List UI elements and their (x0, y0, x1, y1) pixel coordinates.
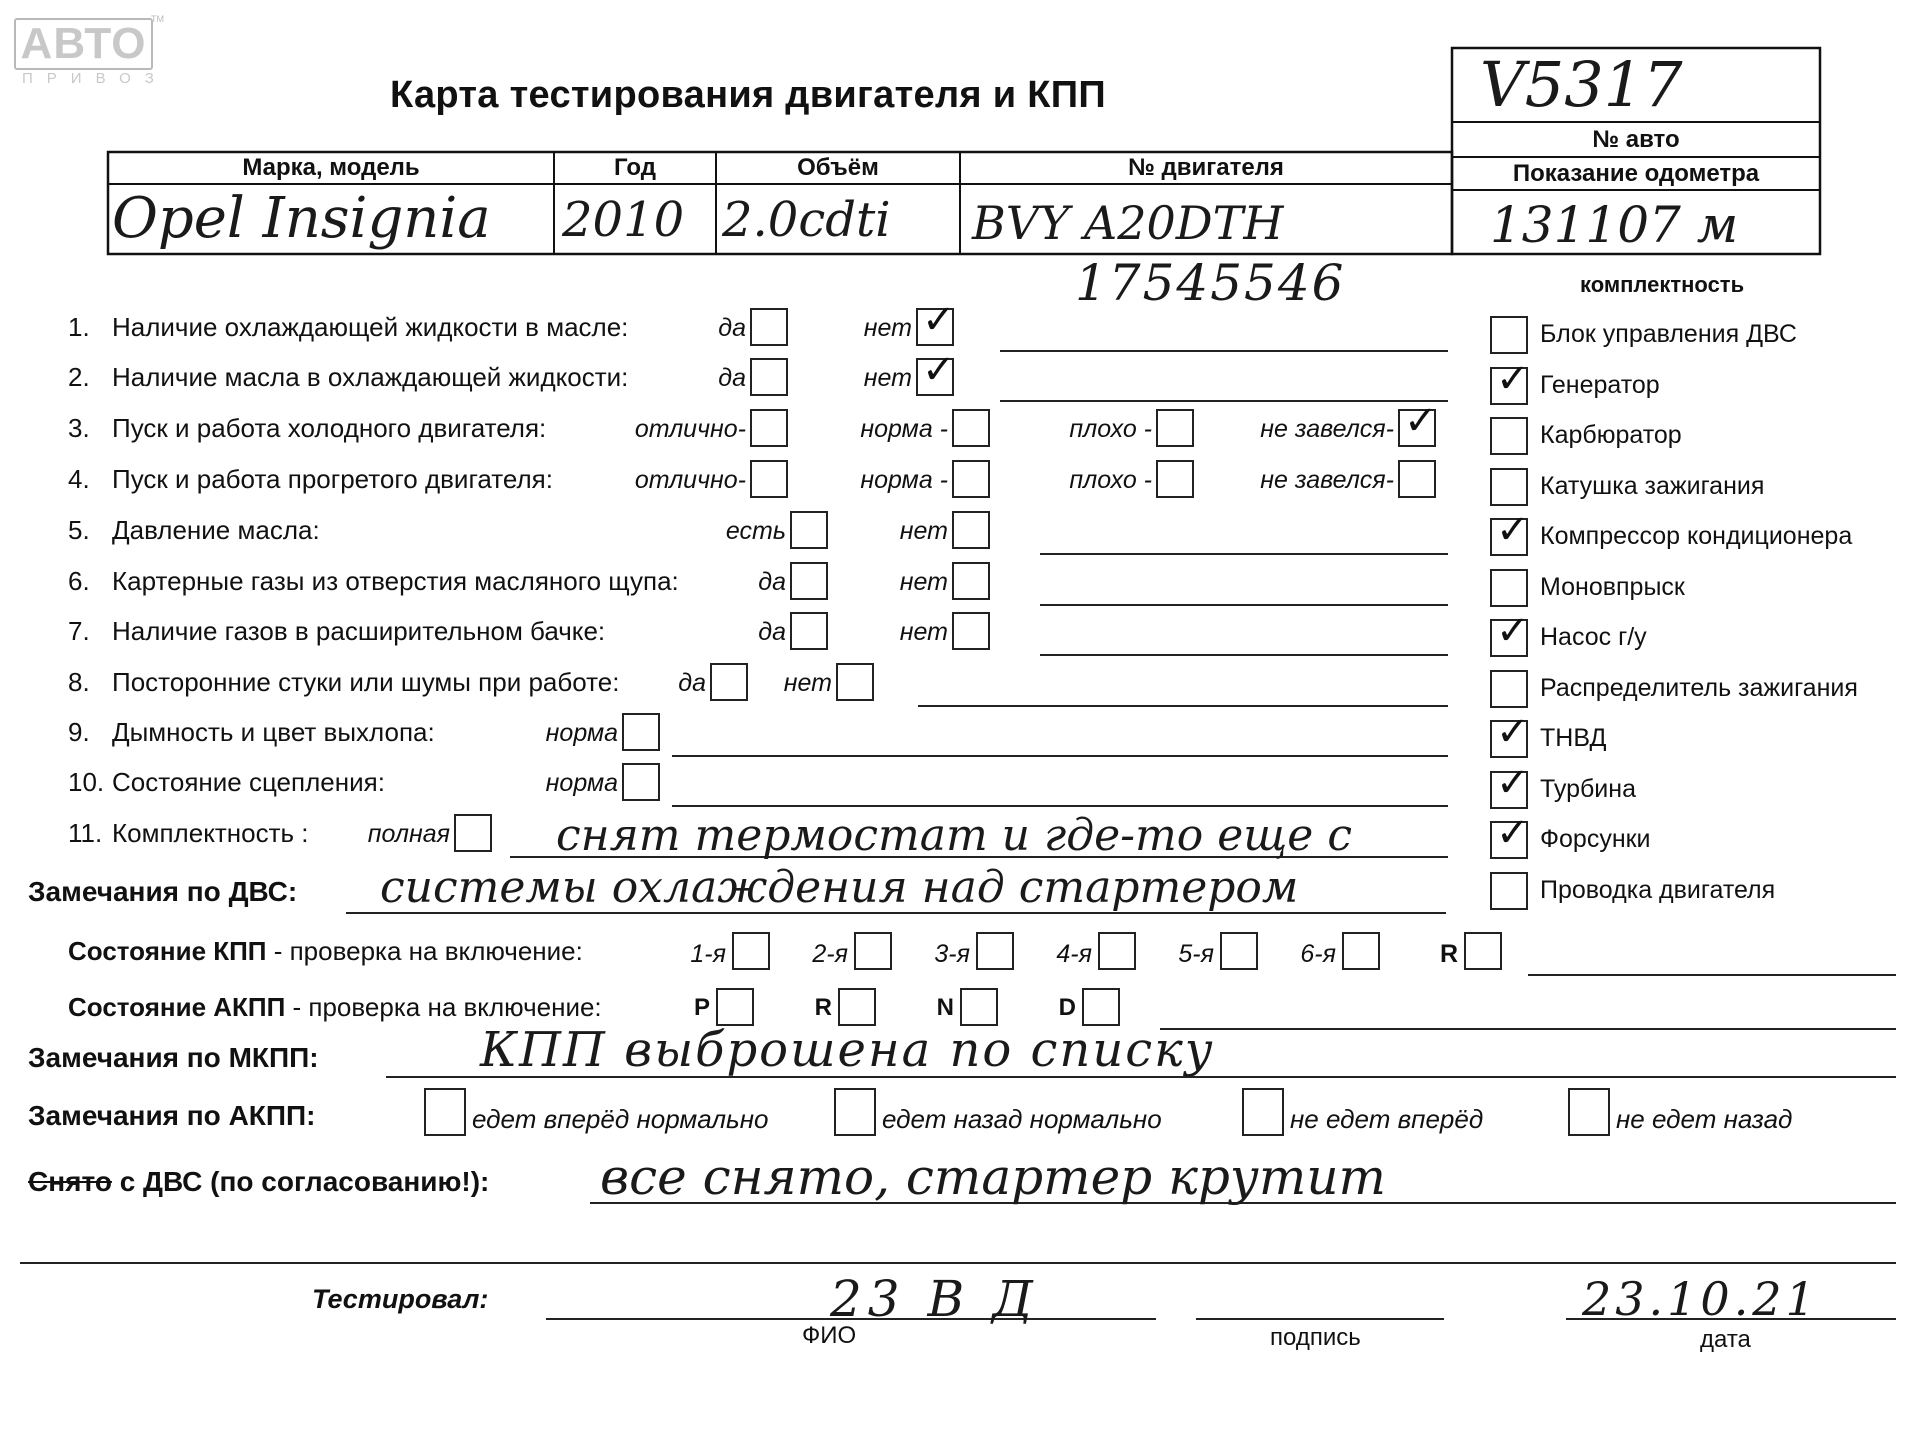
completeness-item-label: Распределитель зажигания (1540, 673, 1858, 702)
option-checkbox[interactable] (790, 562, 828, 600)
option-checkbox[interactable] (710, 663, 748, 701)
gear-checkbox[interactable] (1098, 932, 1136, 970)
mkpp-remarks-text: КПП выброшена по списку (480, 1022, 1215, 1078)
completeness-item-label: Карбюратор (1540, 421, 1682, 449)
akpp-remarks-label: Замечания по АКПП: (28, 1100, 316, 1131)
sign-label: подпись (1270, 1324, 1361, 1351)
question-number: 7. (68, 616, 90, 646)
completeness-checkbox[interactable] (1490, 670, 1528, 708)
kpp-line (1528, 974, 1896, 976)
option-checkbox[interactable] (750, 308, 788, 346)
option-label: нет (783, 669, 832, 697)
option-checkbox[interactable] (750, 460, 788, 498)
option-checkbox[interactable] (916, 347, 956, 396)
logo-sub: ПРИВОЗ (22, 70, 168, 87)
option-checkbox[interactable] (790, 612, 828, 650)
check-mark-icon: ✓ (1496, 355, 1530, 402)
question-text: Наличие газов в расширительном бачке: (112, 616, 606, 646)
option-label: да (718, 364, 746, 392)
question-text: Пуск и работа холодного двигателя: (112, 413, 547, 443)
option-label: да (718, 314, 746, 342)
option-label: да (758, 568, 786, 596)
gear-checkbox[interactable] (1464, 932, 1502, 970)
completeness-item-label: Турбина (1540, 774, 1636, 803)
option-checkbox[interactable] (952, 409, 990, 447)
gear-label: 1-я (690, 940, 726, 968)
check-mark-icon: ✓ (1496, 709, 1530, 755)
car-number-label: № авто (1592, 126, 1680, 153)
option-label: норма (545, 769, 618, 797)
completeness-checkbox[interactable] (1490, 355, 1530, 405)
option-checkbox[interactable] (750, 358, 788, 396)
completeness-checkbox[interactable] (1490, 316, 1528, 354)
option-label: норма (545, 719, 618, 747)
question-text: Посторонние стуки или шумы при работе: (112, 667, 620, 697)
tested-label: Тестировал: (312, 1284, 489, 1314)
check-mark-icon: ✓ (922, 297, 956, 343)
mode-label: D (1058, 994, 1076, 1021)
fio-value: 23 В Д (830, 1270, 1039, 1328)
akpp-remark-label: едет назад нормально (882, 1104, 1162, 1134)
mode-checkbox[interactable] (1082, 988, 1120, 1026)
check-mark-icon: ✓ (1496, 507, 1530, 553)
completeness-checkbox[interactable] (1490, 759, 1530, 809)
option-label: нет (899, 568, 948, 596)
gear-label: 5-я (1178, 940, 1214, 968)
question-number: 1. (68, 312, 90, 342)
option-label: норма - (860, 415, 948, 443)
vehicle-engine-no: BVY A20DTH (972, 196, 1284, 250)
logo-tm: TM (151, 14, 164, 24)
option-checkbox[interactable] (1398, 398, 1438, 447)
option-checkbox[interactable] (790, 511, 828, 549)
akpp-line (1160, 1028, 1896, 1030)
gear-label: 6-я (1300, 940, 1336, 968)
option-checkbox[interactable] (916, 297, 956, 346)
completeness-item-label: Генератор (1540, 370, 1660, 399)
mode-label: P (693, 994, 710, 1021)
gear-checkbox[interactable] (1220, 932, 1258, 970)
akpp-remark-checkbox[interactable] (1242, 1088, 1284, 1136)
removed-text: все снято, стартер крутит (600, 1148, 1386, 1206)
completeness-checkbox[interactable] (1490, 872, 1528, 910)
gear-checkbox[interactable] (1342, 932, 1380, 970)
option-label: да (758, 618, 786, 646)
option-checkbox[interactable] (454, 814, 492, 852)
option-label: нет (863, 364, 912, 392)
question-text: Пуск и работа прогретого двигателя: (112, 464, 553, 494)
option-label: нет (863, 314, 912, 342)
header-model: Марка, модель (242, 154, 420, 181)
question-number: 9. (68, 717, 90, 747)
check-mark-icon: ✓ (1496, 608, 1530, 654)
dvs-remarks-text: системы охлаждения над стартером (380, 862, 1299, 913)
completeness-checkbox[interactable] (1490, 569, 1528, 607)
odometer-label: Показание одометра (1512, 160, 1760, 187)
date-label: дата (1700, 1326, 1751, 1353)
question-text: Давление масла: (112, 515, 320, 545)
option-label: полная (367, 820, 450, 848)
option-checkbox[interactable] (622, 713, 660, 751)
akpp-label: Состояние АКПП - проверка на включение: (68, 992, 602, 1022)
option-checkbox[interactable] (1398, 460, 1436, 498)
mode-label: R (814, 994, 832, 1021)
completeness-item-label: ТНВД (1540, 724, 1607, 752)
completeness-title: комплектность (1580, 272, 1745, 297)
answer-line (1040, 654, 1448, 656)
question-number: 3. (68, 413, 90, 443)
removed-label: Снято с ДВС (по согласованию!): (28, 1166, 490, 1197)
option-checkbox[interactable] (952, 562, 990, 600)
vehicle-engine-no-2: 17545546 (1075, 254, 1346, 312)
answer-line (672, 805, 1448, 807)
separator-line (20, 1262, 1896, 1264)
completeness-item-label: Моновпрыск (1540, 572, 1685, 601)
completeness-checkbox[interactable] (1490, 417, 1528, 455)
option-label: нет (899, 618, 948, 646)
check-mark-icon: ✓ (1496, 810, 1530, 856)
option-checkbox[interactable] (1156, 460, 1194, 498)
question-text: Дымность и цвет выхлопа: (112, 717, 435, 747)
option-checkbox[interactable] (952, 460, 990, 498)
vehicle-model: Opel Insignia (112, 186, 491, 251)
fio-label: ФИО (802, 1322, 857, 1349)
akpp-remark-checkbox[interactable] (1568, 1088, 1610, 1136)
question-text: Состояние сцепления: (112, 767, 385, 797)
question-text: Комплектность : (112, 818, 309, 848)
page-title: Карта тестирования двигателя и КПП (390, 74, 1106, 116)
completeness-checkbox[interactable] (1490, 608, 1530, 657)
completeness-item-label: Форсунки (1540, 825, 1651, 853)
option-label: не завелся- (1260, 466, 1394, 494)
gear-label: 4-я (1056, 940, 1092, 968)
completeness-checkbox[interactable] (1490, 810, 1530, 859)
akpp-remark-label: едет вперёд нормально (472, 1104, 769, 1134)
header-year: Год (614, 154, 656, 181)
akpp-remark-label: не едет назад (1616, 1104, 1793, 1134)
mode-checkbox[interactable] (838, 988, 876, 1026)
dvs-remarks-label: Замечания по ДВС: (28, 876, 298, 907)
akpp-remark-label: не едет вперёд (1290, 1104, 1484, 1134)
option-checkbox[interactable] (750, 409, 788, 447)
header-engine-no: № двигателя (1128, 154, 1284, 181)
answer-line (1040, 553, 1448, 555)
question-number: 5. (68, 515, 90, 545)
option-label: не завелся- (1260, 415, 1394, 443)
mkpp-remarks-label: Замечания по МКПП: (28, 1042, 319, 1073)
question-number: 4. (68, 464, 90, 494)
gear-checkbox[interactable] (854, 932, 892, 970)
mode-label: N (936, 994, 954, 1021)
check-mark-icon: ✓ (922, 347, 956, 393)
answer-line (1000, 400, 1448, 402)
gear-label: R (1439, 940, 1458, 968)
completeness-item-label: Катушка зажигания (1540, 471, 1765, 500)
answer-line (1000, 350, 1448, 352)
completeness-checkbox[interactable] (1490, 709, 1530, 758)
answer-line (672, 755, 1448, 757)
completeness-item-label: Насос г/у (1540, 623, 1647, 651)
gear-label: 3-я (934, 940, 970, 968)
question-text: Картерные газы из отверстия масляного щупа: (112, 566, 679, 596)
completeness-note: снят термостат и где-то еще с (556, 810, 1352, 861)
gear-label: 2-я (812, 940, 848, 968)
question-number: 6. (68, 566, 90, 596)
vehicle-volume: 2.0cdti (722, 192, 891, 248)
option-label: нет (899, 517, 948, 545)
option-label: плохо - (1069, 466, 1152, 494)
option-checkbox[interactable] (836, 663, 874, 701)
check-mark-icon: ✓ (1404, 398, 1438, 444)
vehicle-year: 2010 (562, 192, 685, 248)
option-label: отлично- (634, 415, 746, 443)
option-checkbox[interactable] (622, 763, 660, 801)
option-checkbox[interactable] (952, 511, 990, 549)
car-number-value: V5317 (1480, 48, 1683, 121)
question-number: 2. (68, 362, 90, 392)
question-number: 8. (68, 667, 90, 697)
option-checkbox[interactable] (1156, 409, 1194, 447)
answer-line (1040, 604, 1448, 606)
question-text: Наличие масла в охлаждающей жидкости: (112, 362, 629, 392)
odometer-value: 131107 м (1490, 196, 1739, 254)
completeness-item-label: Проводка двигателя (1540, 875, 1776, 904)
kpp-label: Состояние КПП - проверка на включение: (68, 936, 583, 966)
completeness-checkbox[interactable] (1490, 507, 1530, 556)
option-label: плохо - (1069, 415, 1152, 443)
completeness-item-label: Компрессор кондиционера (1540, 522, 1853, 550)
question-number: 10. (68, 767, 105, 797)
sign-line (1196, 1318, 1444, 1320)
option-label: есть (725, 517, 786, 545)
gear-checkbox[interactable] (976, 932, 1014, 970)
option-label: да (678, 669, 706, 697)
mode-checkbox[interactable] (960, 988, 998, 1026)
question-text: Наличие охлаждающей жидкости в масле: (112, 312, 629, 342)
check-mark-icon: ✓ (1496, 759, 1530, 806)
completeness-checkbox[interactable] (1490, 468, 1528, 506)
question-number: 11. (68, 818, 103, 848)
akpp-remark-checkbox[interactable] (424, 1088, 466, 1136)
answer-line (918, 705, 1448, 707)
option-label: норма - (860, 466, 948, 494)
mode-checkbox[interactable] (716, 988, 754, 1026)
gear-checkbox[interactable] (732, 932, 770, 970)
logo-main: АВТО (14, 18, 153, 70)
completeness-item-label: Блок управления ДВС (1540, 320, 1797, 348)
header-volume: Объём (797, 154, 879, 181)
option-label: отлично- (634, 466, 746, 494)
akpp-remark-checkbox[interactable] (834, 1088, 876, 1136)
option-checkbox[interactable] (952, 612, 990, 650)
date-value: 23.10.21 (1582, 1272, 1819, 1326)
